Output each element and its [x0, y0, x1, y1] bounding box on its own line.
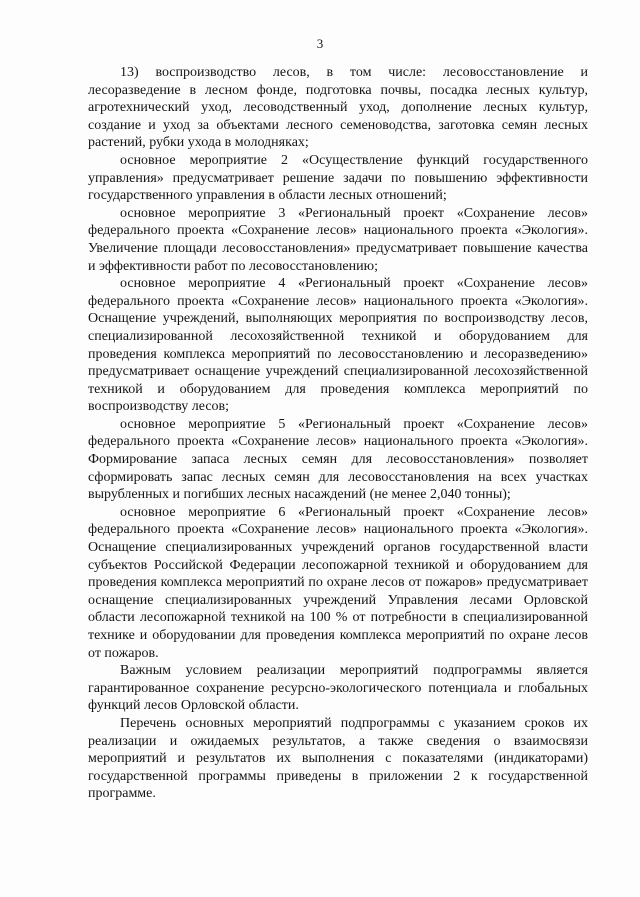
paragraph-important-condition: Важным условием реализации мероприятий подпрограммы является гарантированное сохранение ресурсно-экологического потенциала и глобальных функций лесов Орловской области.: [88, 663, 588, 714]
paragraph-measure-6: основное мероприятие 6 «Региональный проект «Сохранение лесов» федерального проекта «Сохранение лесов» национального проекта «Экология». Оснащение специализированных учреждений органов государственной власти субъектов Российской Федерации лесопожарной техникой и оборудованием для проведения комплекса мероприятий по охране лесов от пожаров» предусматривает оснащение специализированных учреждений Управления лесами Орловской области лесопожарной техникой на 100 % от потребности в специализированной технике и оборудовании для проведения комплекса мероприятий по охране лесов от пожаров.: [88, 504, 588, 661]
paragraph-measure-4: основное мероприятие 4 «Региональный проект «Сохранение лесов» федерального проекта «Сохранение лесов» национального проекта «Экология». Оснащение учреждений, выполняющих мероприятия по воспроизводству лесов, специализированной лесохозяйственной техникой и оборудованием для проведения комплекса мероприятий по лесовосстановлению и лесоразведению» предусматривает оснащение учреждений специализированной лесохозяйственной техникой и оборудованием для проведения комплекса мероприятий по воспроизводству лесов;: [88, 276, 588, 415]
paragraph-measure-5: основное мероприятие 5 «Региональный проект «Сохранение лесов» федерального проекта «Сохранение лесов» национального проекта «Экология». Формирование запаса лесных семян для лесовосстановления» позволяет сформировать запас лесных семян для лесовосстановления на всех участках вырубленных и погибших лесных насаждений (не менее 2,040 тонны);: [88, 416, 588, 503]
paragraph-measure-2: основное мероприятие 2 «Осуществление функций государственного управления» предусматривает решение задачи по повышению эффективности государственного управления в области лесных отношений;: [88, 152, 588, 204]
page-number: 3: [316, 36, 324, 51]
paragraph-item-13: 13) воспроизводство лесов, в том числе: лесовосстановление и лесоразведение в лесном фонде, подготовка почвы, посадка лесных культур, агротехнический уход, лесоводственный уход, дополнение лесных культур, создание и уход за объектами лесного семеноводства, заготовка семян лесных растений, рубки ухода в молодняках;: [88, 65, 588, 151]
paragraph-measure-3: основное мероприятие 3 «Региональный проект «Сохранение лесов» федерального проекта «Сохранение лесов» национального проекта «Экология». Увеличение площади лесовосстановления» предусматривает повышение качества и эффективности работ по лесовосстановлению;: [88, 205, 588, 274]
document-body: [88, 64, 588, 803]
paragraph-list-of-measures: Перечень основных мероприятий подпрограммы с указанием сроков их реализации и ожидаемых результатов, а также сведения о взаимосвязи мероприятий и результатов их выполнения с показателями (индикаторами) государственной программы приведены в приложении 2 к государственной программе.: [88, 715, 588, 802]
